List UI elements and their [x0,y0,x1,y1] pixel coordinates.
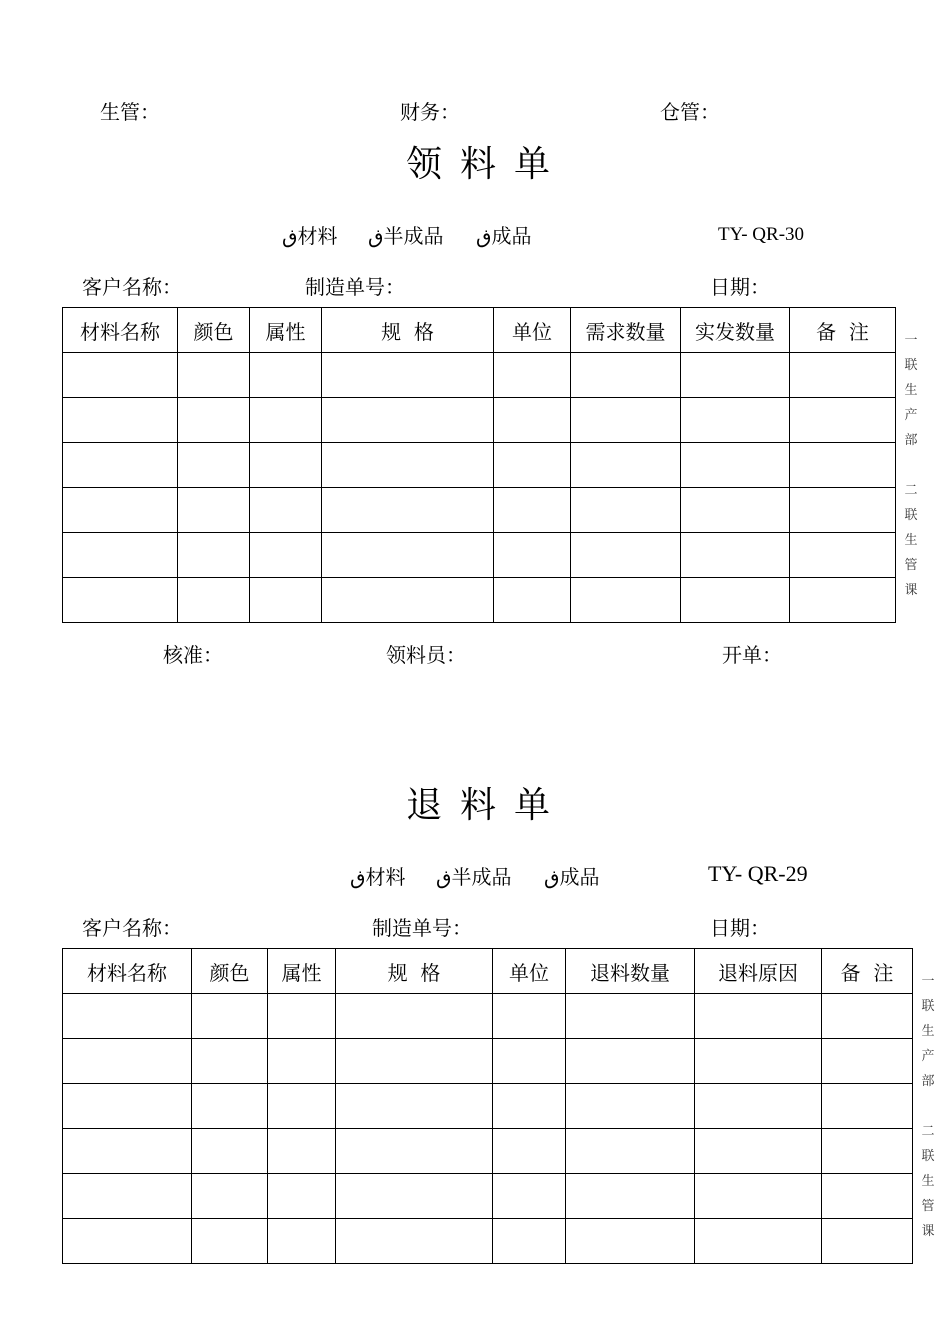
approve-label: 核准： [163,643,223,667]
table-row [63,398,896,443]
customer-name-label: 客户名称： [82,916,182,940]
table-cell[interactable] [336,1129,493,1174]
table-cell[interactable] [571,353,681,398]
table-cell[interactable] [566,994,695,1039]
table-cell[interactable] [250,398,322,443]
table-cell[interactable] [322,533,494,578]
order-number-label: 制造单号： [372,916,472,940]
table-cell[interactable] [63,353,178,398]
table-row [63,1219,913,1264]
table-cell[interactable] [494,578,571,623]
table-cell[interactable] [493,1084,566,1129]
form-code: TY- QR-29 [708,861,808,886]
order-number-label: 制造单号： [305,275,405,299]
table-cell[interactable] [250,488,322,533]
table-cell[interactable] [566,1129,695,1174]
column-header: 单位 [493,949,566,994]
table-cell[interactable] [192,1129,268,1174]
title-char: 料 [460,785,497,826]
table-cell[interactable] [571,488,681,533]
table-cell[interactable] [790,533,896,578]
copy-distribution-note: 一 联 生 产 部 二 联 生 管 课 [904,333,918,598]
column-header: 需求数量 [571,308,681,353]
table-cell[interactable] [566,1219,695,1264]
table-cell[interactable] [322,578,494,623]
table-cell[interactable] [178,578,250,623]
table-cell[interactable] [178,443,250,488]
table-cell[interactable] [322,398,494,443]
table-cell[interactable] [63,398,178,443]
table-cell[interactable] [178,533,250,578]
table-cell[interactable] [63,1219,192,1264]
table-cell[interactable] [250,443,322,488]
production-manager-label: 生管： [100,100,160,124]
table-cell[interactable] [192,1084,268,1129]
table-cell[interactable] [571,443,681,488]
table-cell[interactable] [681,353,790,398]
table-cell[interactable] [268,1129,336,1174]
option-finished[interactable]: ڧ成品 [544,865,600,889]
table-row [63,994,913,1039]
column-header: 备 注 [822,949,913,994]
table-cell[interactable] [322,488,494,533]
option-semi-finished[interactable]: ڧ半成品 [368,224,444,248]
table-row [63,578,896,623]
table-cell[interactable] [571,578,681,623]
table-cell[interactable] [790,578,896,623]
customer-name-label: 客户名称： [82,275,182,299]
table-row [63,1174,913,1219]
table-cell[interactable] [178,353,250,398]
option-material[interactable]: ڧ材料 [350,865,406,889]
table-cell[interactable] [63,443,178,488]
title-char: 退 [406,785,443,826]
table-cell[interactable] [822,1174,913,1219]
table-cell[interactable] [63,578,178,623]
table-cell[interactable] [322,443,494,488]
table-cell[interactable] [336,994,493,1039]
table-cell[interactable] [695,1039,822,1084]
column-header: 颜色 [192,949,268,994]
table-cell[interactable] [336,1174,493,1219]
date-label: 日期： [710,275,770,299]
return-table [62,948,913,1264]
requisition-title [406,136,550,187]
table-cell[interactable] [268,1084,336,1129]
column-header: 规 格 [336,949,493,994]
table-cell[interactable] [822,1219,913,1264]
table-cell[interactable] [571,533,681,578]
picker-label: 领料员： [386,643,466,667]
table-cell[interactable] [63,994,192,1039]
table-cell[interactable] [192,994,268,1039]
warehouse-label: 仓管： [660,100,720,124]
table-cell[interactable] [493,1039,566,1084]
column-header: 属性 [250,308,322,353]
table-cell[interactable] [63,1084,192,1129]
column-header: 颜色 [178,308,250,353]
table-cell[interactable] [681,488,790,533]
table-cell[interactable] [571,398,681,443]
table-cell[interactable] [681,398,790,443]
table-cell[interactable] [250,533,322,578]
table-cell[interactable] [494,398,571,443]
finance-label: 财务： [400,100,460,124]
table-row [63,443,896,488]
table-cell[interactable] [268,1174,336,1219]
option-material[interactable]: ڧ材料 [282,224,338,248]
table-cell[interactable] [822,1039,913,1084]
table-cell[interactable] [566,1174,695,1219]
table-cell[interactable] [494,353,571,398]
table-cell[interactable] [336,1039,493,1084]
table-cell[interactable] [322,353,494,398]
date-label: 日期： [710,916,770,940]
table-cell[interactable] [192,1219,268,1264]
table-cell[interactable] [63,1039,192,1084]
option-finished[interactable]: ڧ成品 [476,224,532,248]
table-cell[interactable] [336,1219,493,1264]
table-cell[interactable] [681,578,790,623]
column-header: 材料名称 [63,308,178,353]
title-char: 单 [514,785,551,826]
table-cell[interactable] [493,994,566,1039]
table-row [63,1039,913,1084]
copy-distribution-note: 一 联 生 产 部 二 联 生 管 课 [921,974,935,1239]
column-header: 备 注 [790,308,896,353]
table-header-row [63,949,913,994]
table-cell[interactable] [336,1084,493,1129]
title-char: 单 [514,144,551,185]
table-cell[interactable] [695,1129,822,1174]
table-cell[interactable] [178,398,250,443]
table-cell[interactable] [178,488,250,533]
table-cell[interactable] [790,353,896,398]
table-cell[interactable] [695,1084,822,1129]
table-cell[interactable] [790,398,896,443]
title-char: 领 [406,144,443,185]
table-cell[interactable] [493,1129,566,1174]
title-char: 料 [460,144,497,185]
column-header: 材料名称 [63,949,192,994]
table-row [63,488,896,533]
column-header: 实发数量 [681,308,790,353]
table-cell[interactable] [822,1129,913,1174]
table-cell[interactable] [566,1039,695,1084]
table-cell[interactable] [493,1174,566,1219]
table-cell[interactable] [695,1219,822,1264]
table-row [63,533,896,578]
option-semi-finished[interactable]: ڧ半成品 [436,865,512,889]
column-header: 退料原因 [695,949,822,994]
table-cell[interactable] [822,994,913,1039]
requisition-table [62,307,896,623]
table-cell[interactable] [63,1174,192,1219]
table-cell[interactable] [681,443,790,488]
table-cell[interactable] [63,1129,192,1174]
column-header: 规 格 [322,308,494,353]
table-header-row [63,308,896,353]
table-cell[interactable] [695,994,822,1039]
table-row [63,1129,913,1174]
table-cell[interactable] [681,533,790,578]
column-header: 退料数量 [566,949,695,994]
table-cell[interactable] [250,578,322,623]
return-title [406,777,550,828]
column-header: 单位 [494,308,571,353]
table-cell[interactable] [494,488,571,533]
table-cell[interactable] [268,994,336,1039]
table-cell[interactable] [268,1219,336,1264]
table-cell[interactable] [494,533,571,578]
table-cell[interactable] [63,488,178,533]
table-cell[interactable] [268,1039,336,1084]
table-cell[interactable] [250,353,322,398]
table-cell[interactable] [695,1174,822,1219]
table-cell[interactable] [566,1084,695,1129]
table-cell[interactable] [493,1219,566,1264]
form-code: TY- QR-30 [718,224,805,245]
table-cell[interactable] [192,1174,268,1219]
table-cell[interactable] [192,1039,268,1084]
table-cell[interactable] [790,443,896,488]
table-row [63,1084,913,1129]
table-cell[interactable] [790,488,896,533]
issuer-label: 开单： [722,643,782,667]
column-header: 属性 [268,949,336,994]
table-cell[interactable] [494,443,571,488]
table-cell[interactable] [63,533,178,578]
table-cell[interactable] [822,1084,913,1129]
table-row [63,353,896,398]
